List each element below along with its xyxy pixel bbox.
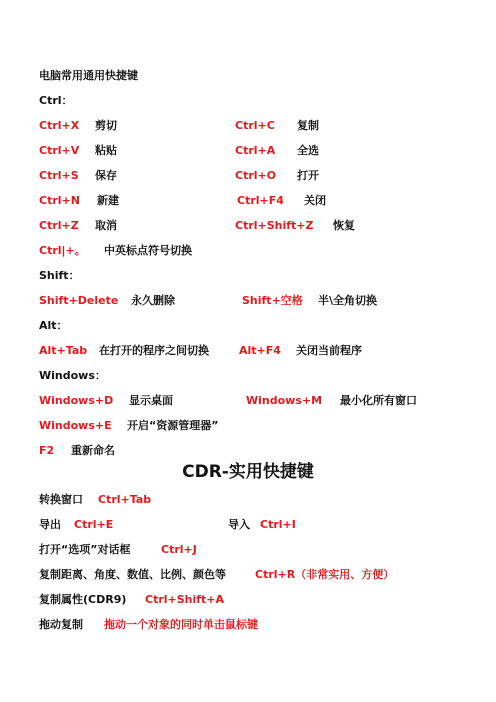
- shortcut-key: Alt+Tab: [39, 344, 88, 357]
- shortcut-key: Ctrl+X: [39, 119, 80, 132]
- shortcut-key: Ctrl+O: [235, 169, 277, 182]
- shortcut-desc: 在打开的程序之间切换: [99, 344, 209, 357]
- shortcut-desc: 最小化所有窗口: [340, 394, 417, 407]
- shortcut-key: Windows+E: [39, 419, 112, 432]
- shortcut-desc: 取消: [95, 219, 117, 232]
- shortcut-desc: 导入: [228, 518, 250, 531]
- shortcut-desc: 复制距离、角度、数值、比例、颜色等: [39, 568, 226, 581]
- shortcut-key: Ctrl+V: [39, 144, 80, 157]
- shortcut-key: F2: [39, 444, 55, 457]
- shortcut-desc: 新建: [97, 194, 119, 207]
- shortcut-desc: 显示桌面: [129, 394, 173, 407]
- shortcut-desc: 永久删除: [131, 294, 175, 307]
- shortcut-key: Ctrl+R（非常实用、方便）: [255, 568, 395, 581]
- shortcut-desc: 中英标点符号切换: [104, 244, 192, 257]
- shortcut-key: Ctrl+F4: [237, 194, 284, 207]
- shortcut-key: Ctrl+Z: [39, 219, 79, 232]
- shortcut-desc: 剪切: [95, 119, 117, 132]
- shortcut-desc: 导出: [39, 518, 61, 531]
- shortcut-key: 拖动一个对象的同时单击鼠标键: [104, 618, 258, 631]
- shortcut-key: Ctrl+C: [235, 119, 275, 132]
- shortcut-desc: 开启“资源管理器”: [127, 419, 219, 432]
- shortcut-desc: 半\全角切换: [318, 294, 378, 307]
- shortcut-desc: 转换窗口: [39, 493, 83, 506]
- shortcut-key: Windows+D: [39, 394, 114, 407]
- section2-title: CDR-实用快捷键: [182, 462, 314, 482]
- shortcut-key: Ctrl+Shift+Z: [235, 219, 314, 232]
- shortcut-key: Ctrl+N: [39, 194, 80, 207]
- shortcut-key: Ctrl+I: [260, 518, 296, 531]
- shortcut-key: Ctrl+A: [235, 144, 276, 157]
- shortcut-desc: 关闭: [304, 194, 326, 207]
- shortcut-desc: 粘贴: [95, 144, 117, 157]
- shortcut-desc: 恢复: [333, 219, 355, 232]
- shortcut-desc: 全选: [297, 144, 319, 157]
- shortcut-key: Ctrl+J: [161, 543, 197, 556]
- shortcut-desc: 重新命名: [71, 444, 115, 457]
- shortcut-desc: 复制属性(CDR9): [39, 593, 127, 606]
- shortcut-desc: 复制: [297, 119, 319, 132]
- shortcut-key: Windows+M: [246, 394, 323, 407]
- shortcut-desc: 拖动复制: [39, 618, 83, 631]
- shortcut-key: Ctrl|+。: [39, 244, 86, 257]
- shortcut-key: Ctrl+Shift+A: [145, 593, 225, 606]
- windows-header: Windows：: [39, 369, 106, 382]
- shortcut-desc: 打开: [297, 169, 319, 182]
- shortcut-key: Alt+F4: [239, 344, 281, 357]
- section1-title: 电脑常用通用快捷键: [39, 69, 138, 82]
- shortcut-key: Shift+空格: [242, 294, 303, 307]
- shortcut-desc: 打开“选项”对话框: [39, 543, 131, 556]
- shortcut-key: Ctrl+Tab: [98, 493, 152, 506]
- shortcut-desc: 保存: [95, 169, 117, 182]
- ctrl-header: Ctrl：: [39, 94, 73, 107]
- shortcut-desc: 关闭当前程序: [296, 344, 362, 357]
- shortcut-key: Ctrl+E: [74, 518, 114, 531]
- shortcut-key: Ctrl+S: [39, 169, 79, 182]
- shortcut-key: Shift+Delete: [39, 294, 119, 307]
- shift-header: Shift：: [39, 269, 80, 282]
- alt-header: Alt：: [39, 319, 68, 332]
